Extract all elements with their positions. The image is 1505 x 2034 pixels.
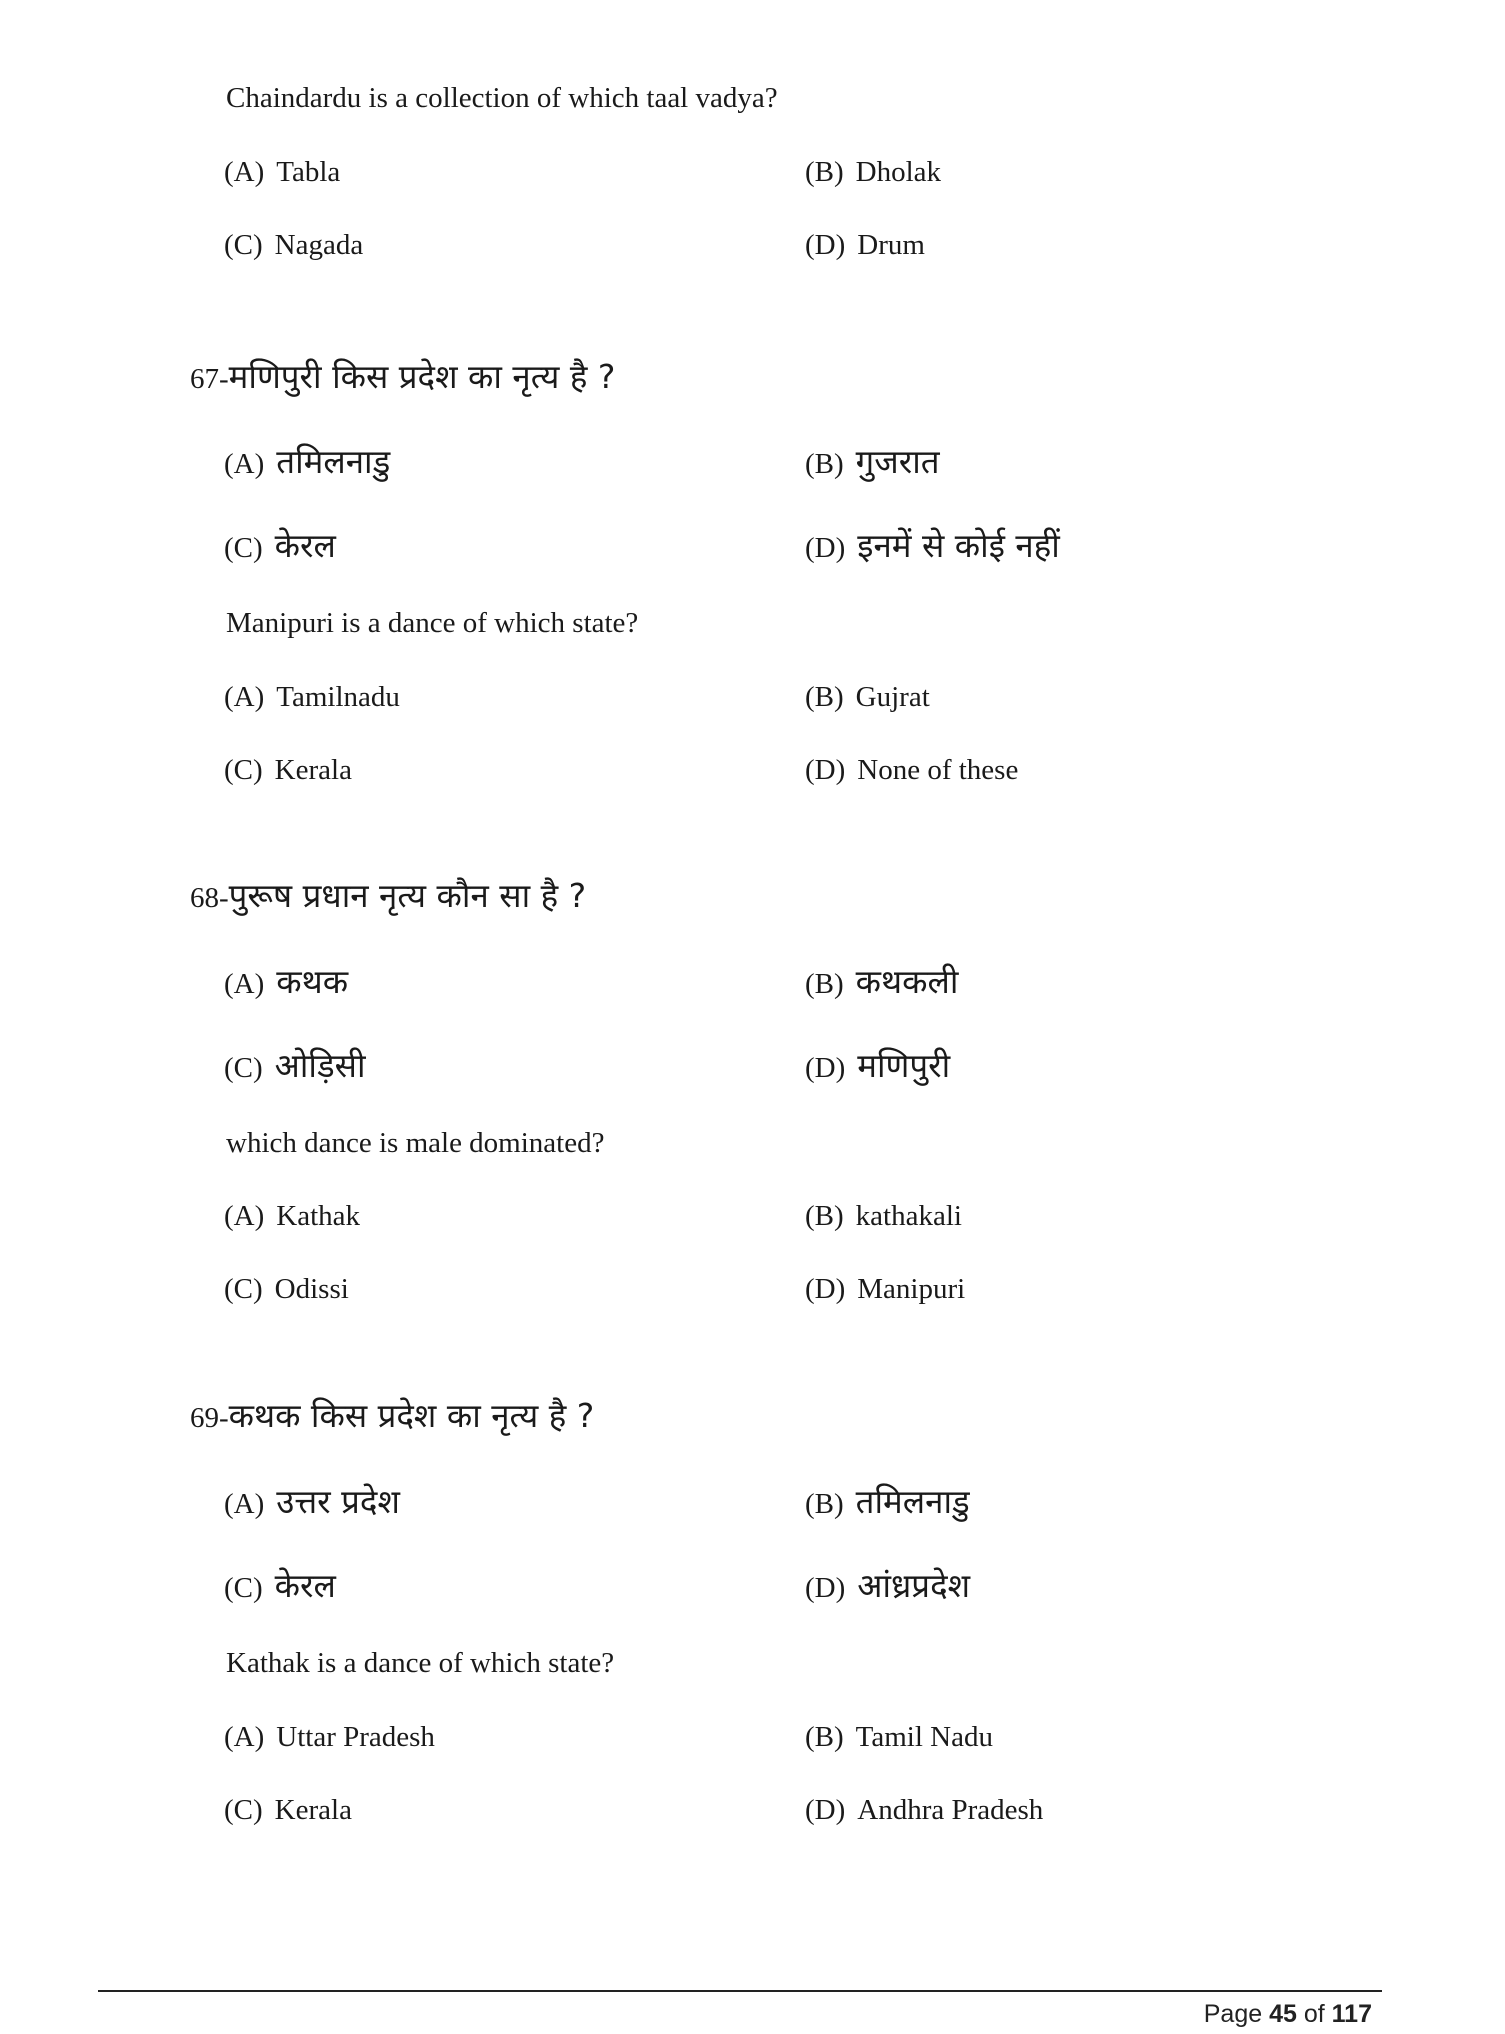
option-text: Gujrat (855, 681, 930, 713)
option-text: कथकली (855, 962, 959, 1001)
option-text: Andhra Pradesh (857, 1794, 1044, 1826)
option-text: तमिलनाडु (855, 1482, 970, 1521)
q67-hi-prompt: मणिपुरी किस प्रदेश का नृत्य है ? (228, 357, 616, 396)
option-text: None of these (857, 754, 1019, 786)
q69-en-option-a (224, 1721, 435, 1754)
q69-en-option-c (224, 1794, 352, 1827)
option-label: (A) (224, 156, 265, 188)
option-text: Nagada (274, 229, 364, 261)
current-page: 45 (1269, 2000, 1297, 2028)
total-pages: 117 (1331, 2000, 1372, 2028)
option-text: उत्तर प्रदेश (276, 1482, 400, 1521)
question-number: 69- (190, 1402, 229, 1434)
q67-hi-prompt-line (190, 353, 615, 398)
option-label: (B) (805, 1200, 844, 1232)
option-label: (D) (805, 229, 846, 261)
option-label: (B) (805, 1488, 844, 1520)
option-label: (B) (805, 1721, 844, 1753)
q68-hi-option-a (224, 958, 348, 1003)
q68-hi-prompt-line (190, 872, 586, 917)
option-text: आंध्रप्रदेश (857, 1566, 971, 1605)
option-text: केरल (274, 526, 336, 565)
option-label: (C) (224, 1794, 263, 1826)
q67-hi-option-d (805, 522, 1060, 567)
option-label: (D) (805, 1052, 846, 1084)
option-label: (C) (224, 532, 263, 564)
option-text: Manipuri (857, 1273, 966, 1305)
option-text: Odissi (274, 1273, 349, 1305)
option-text: Drum (857, 229, 925, 261)
option-label: (D) (805, 1572, 846, 1604)
q69-hi-option-a (224, 1478, 400, 1523)
q68-en-option-b (805, 1200, 962, 1233)
q66-en-prompt: Chaindardu is a collection of which taal vadya? (226, 82, 778, 114)
option-text: केरल (274, 1566, 336, 1605)
option-text: कथक (276, 962, 349, 1001)
q68-en-option-c (224, 1273, 349, 1306)
q67-hi-option-b (805, 438, 940, 483)
q67-hi-option-c (224, 522, 336, 567)
option-label: (D) (805, 754, 846, 786)
option-label: (C) (224, 754, 263, 786)
of-word: of (1303, 2000, 1325, 2028)
option-label: (D) (805, 1273, 846, 1305)
q69-en-option-b (805, 1721, 993, 1754)
question-number: 68- (190, 882, 229, 914)
q68-hi-prompt: पुरूष प्रधान नृत्य कौन सा है ? (228, 876, 587, 915)
option-label: (C) (224, 1572, 263, 1604)
q67-en-option-b (805, 681, 930, 714)
option-text: Dholak (855, 156, 942, 188)
q69-en-option-d (805, 1794, 1043, 1827)
option-label: (A) (224, 1488, 265, 1520)
q66-en-option-c (224, 229, 363, 262)
option-text: Tamilnadu (276, 681, 400, 713)
option-text: Kerala (274, 1794, 352, 1826)
q69-hi-option-d (805, 1562, 970, 1607)
page-word: Page (1203, 2000, 1263, 2028)
q68-hi-option-d (805, 1042, 950, 1087)
option-text: ओड़िसी (274, 1046, 366, 1085)
option-text: Uttar Pradesh (276, 1721, 435, 1753)
q67-en-option-a (224, 681, 400, 714)
q69-en-prompt: Kathak is a dance of which state? (226, 1647, 615, 1679)
q67-hi-option-a (224, 438, 390, 483)
option-text: Kathak (276, 1200, 361, 1232)
q66-en-option-d (805, 229, 925, 262)
q68-en-prompt: which dance is male dominated? (226, 1127, 605, 1159)
q66-en-option-b (805, 156, 941, 189)
q69-hi-option-c (224, 1562, 336, 1607)
q69-hi-option-b (805, 1478, 970, 1523)
option-label: (B) (805, 681, 844, 713)
q69-hi-prompt: कथक किस प्रदेश का नृत्य है ? (228, 1396, 595, 1435)
q68-hi-option-b (805, 958, 958, 1003)
option-label: (B) (805, 968, 844, 1000)
option-label: (A) (224, 1200, 265, 1232)
option-label: (A) (224, 681, 265, 713)
option-label: (B) (805, 156, 844, 188)
q67-en-prompt: Manipuri is a dance of which state? (226, 607, 639, 639)
option-text: kathakali (855, 1200, 962, 1232)
q67-en-option-d (805, 754, 1018, 787)
option-label: (C) (224, 229, 263, 261)
option-label: (B) (805, 448, 844, 480)
option-label: (C) (224, 1273, 263, 1305)
option-label: (D) (805, 532, 846, 564)
option-text: गुजरात (855, 442, 940, 481)
option-label: (D) (805, 1794, 846, 1826)
q67-en-option-c (224, 754, 352, 787)
option-label: (C) (224, 1052, 263, 1084)
q66-en-option-a (224, 156, 340, 189)
option-text: Tamil Nadu (855, 1721, 993, 1753)
page-indicator (1204, 2000, 1372, 2029)
option-text: मणिपुरी (857, 1046, 951, 1085)
option-text: Tabla (276, 156, 341, 188)
question-number: 67- (190, 363, 229, 395)
option-text: इनमें से कोई नहीं (857, 526, 1060, 565)
q68-hi-option-c (224, 1042, 366, 1087)
q68-en-option-a (224, 1200, 360, 1233)
option-label: (A) (224, 1721, 265, 1753)
option-text: Kerala (274, 754, 352, 786)
footer-rule (98, 1990, 1382, 1992)
option-label: (A) (224, 968, 265, 1000)
option-text: तमिलनाडु (276, 442, 391, 481)
q68-en-option-d (805, 1273, 965, 1306)
option-label: (A) (224, 448, 265, 480)
q69-hi-prompt-line (190, 1392, 594, 1437)
